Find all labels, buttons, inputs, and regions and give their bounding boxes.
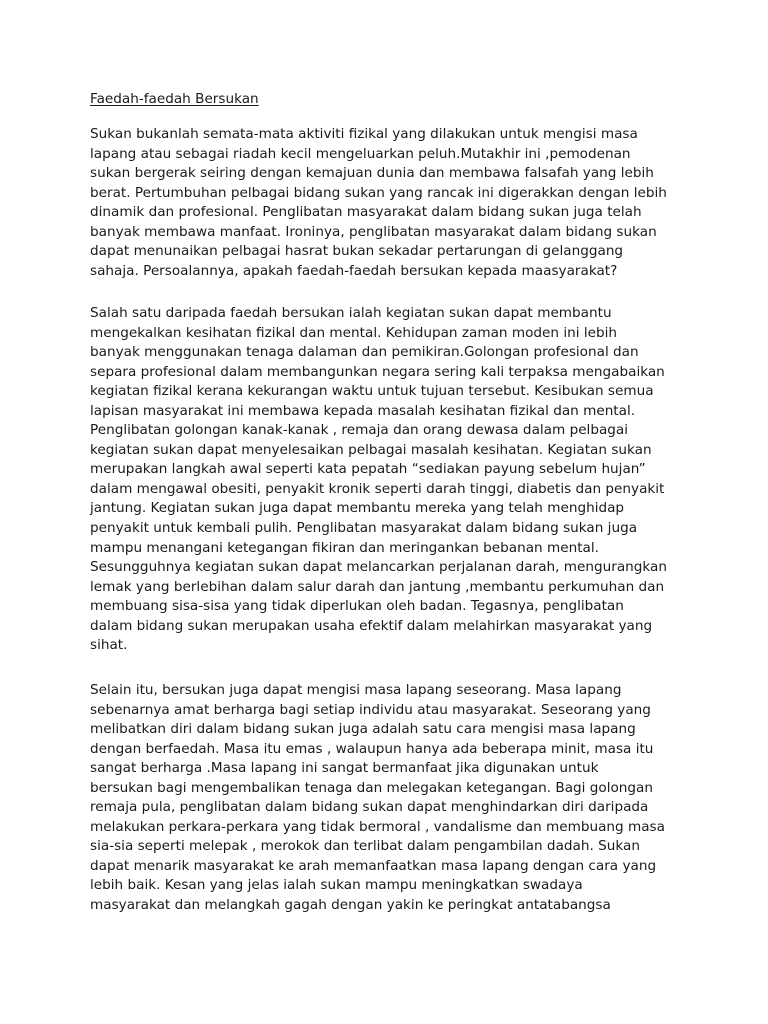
document-title: Faedah-faedah Bersukan (90, 91, 259, 107)
paragraph-line: masyarakat dan melangkah gagah dengan yakin ke peringkat antatabangsa (90, 897, 611, 914)
paragraph-line: mengekalkan kesihatan fizikal dan mental. Kehidupan zaman moden ini lebih (90, 324, 617, 341)
paragraph-line: lebih baik. Kesan yang jelas ialah sukan mampu meningkatkan swadaya (90, 877, 583, 894)
paragraph-line: jantung. Kegiatan sukan juga dapat membantu mereka yang telah menghidap (90, 500, 625, 517)
paragraph-line: berat. Pertumbuhan pelbagai bidang sukan yang rancak ini digerakkan dengan lebih (90, 184, 667, 201)
paragraph-line: penyakit untuk kembali pulih. Penglibatan masyarakat dalam bidang sukan juga (90, 520, 638, 537)
paragraph-line: lapang atau sebagai riadah kecil mengeluarkan peluh.Mutakhir ini ,pemodenan (90, 145, 631, 162)
paragraph-line: dalam bidang sukan merupakan usaha efektif dalam melahirkan masyarakat yang (90, 617, 653, 634)
paragraph-line: melibatkan diri dalam bidang sukan juga adalah satu cara mengisi masa lapang (90, 721, 636, 738)
paragraph-line: remaja pula, penglibatan dalam bidang sukan dapat menghindarkan diri daripada (90, 799, 649, 816)
paragraph-line: dinamik dan profesional. Penglibatan masyarakat dalam bidang sukan juga telah (90, 204, 642, 221)
paragraph-line: sangat berharga .Masa lapang ini sangat bermanfaat jika digunakan untuk (90, 760, 599, 777)
paragraph-line: lapisan masyarakat ini membawa kepada masalah kesihatan fizikal dan mental. (90, 402, 636, 419)
paragraph-line: lemak yang berlebihan dalam salur darah dan jantung ,membantu perkumuhan dan (90, 578, 665, 595)
paragraph-line: sukan bergerak seiring dengan kemajuan dunia dan membawa falsafah yang lebih (90, 165, 654, 182)
paragraph-line: sahaja. Persoalannya, apakah faedah-faedah bersukan kepada maasyarakat? (90, 262, 618, 279)
paragraph-line: dapat menarik masyarakat ke arah memanfaatkan masa lapang dengan cara yang (90, 857, 657, 874)
paragraph-line: banyak membawa manfaat. Ironinya, penglibatan masyarakat dalam bidang sukan (90, 223, 657, 240)
paragraph-line: sihat. (90, 637, 128, 654)
paragraph-line: Sukan bukanlah semata-mata aktiviti fizikal yang dilakukan untuk mengisi masa (90, 126, 638, 142)
paragraph-line: banyak menggunakan tenaga dalaman dan pemikiran.Golongan profesional dan (90, 344, 639, 361)
paragraph-line: separa profesional dalam membangunkan negara sering kali terpaksa mengabaikan (90, 363, 665, 380)
paragraph-line: bersukan bagi mengembalikan tenaga dan melegakan ketegangan. Bagi golongan (90, 779, 653, 796)
paragraph-line: sia-sia seperti melepak , merokok dan terlibat dalam pengambilan dadah. Sukan (90, 838, 640, 855)
paragraph-line: dapat menunaikan pelbagai hasrat bukan sekadar pertarungan di gelanggang (90, 243, 624, 260)
paragraph-line: melakukan perkara-perkara yang tidak bermoral , vandalisme dan membuang masa (90, 818, 665, 835)
paragraph-introduction (90, 125, 667, 281)
paragraph-line: Penglibatan golongan kanak-kanak , remaja dan orang dewasa dalam pelbagai (90, 422, 629, 439)
paragraph-health-benefits (90, 304, 667, 656)
paragraph-line: kegiatan sukan dapat menyelesaikan pelbagai masalah kesihatan. Kegiatan sukan (90, 441, 652, 458)
paragraph-line: mampu menangani ketegangan fikiran dan meringankan bebanan mental. (90, 539, 599, 556)
paragraph-line: Sesungguhnya kegiatan sukan dapat melancarkan perjalanan darah, mengurangkan (90, 559, 667, 576)
paragraph-line: dengan berfaedah. Masa itu emas , walaupun hanya ada beberapa minit, masa itu (90, 740, 654, 757)
paragraph-line: sebenarnya amat berharga bagi setiap individu atau masyarakat. Seseorang yang (90, 701, 651, 718)
paragraph-line: dalam mengawal obesiti, penyakit kronik seperti darah tinggi, diabetis dan penyakit (90, 480, 665, 497)
paragraph-line: kegiatan fizikal kerana kekurangan waktu untuk tujuan tersebut. Kesibukan semua (90, 383, 654, 400)
paragraph-line: merupakan langkah awal seperti kata pepatah “sediakan payung sebelum hujan” (90, 461, 646, 478)
paragraph-line: Selain itu, bersukan juga dapat mengisi masa lapang seseorang. Masa lapang (90, 682, 622, 698)
paragraph-line: membuang sisa-sisa yang tidak diperlukan oleh badan. Tegasnya, penglibatan (90, 598, 624, 615)
paragraph-leisure-time (90, 681, 665, 916)
paragraph-line: Salah satu daripada faedah bersukan ialah kegiatan sukan dapat membantu (90, 305, 612, 321)
